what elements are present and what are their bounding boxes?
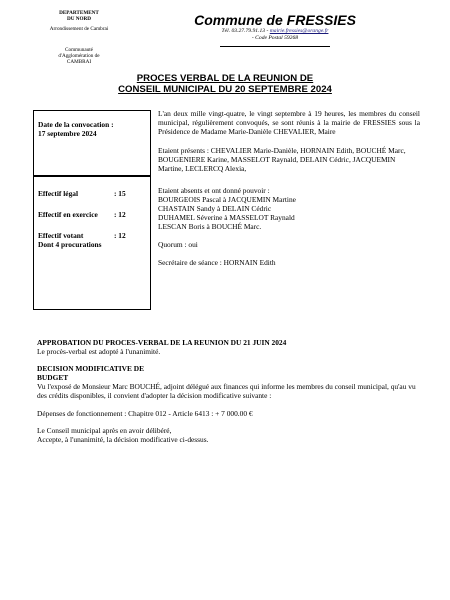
effectif-exercice-row: [38, 210, 146, 219]
intro-paragraph: L'an deux mille vingt-quatre, le vingt septembre à 19 heures, les membres du conseil municipal, régulièrement convoqués, se sont réunis à la mairie de FRESSIES sous la Présidence de Madame Marie-Danièle CHEVALIER, Maire: [158, 109, 420, 136]
effectif-votant-label: Effectif votant: [38, 231, 84, 240]
postal-code: - Code Postal 59268: [251, 35, 299, 41]
communaute-line-3: CAMBRAI: [66, 59, 92, 65]
decision-heading-line-2: BUDGET: [37, 373, 69, 382]
absent-item: BOURGEOIS Pascal à JACQUEMIN Martine: [158, 195, 296, 204]
department-line-1: DEPARTEMENT: [59, 10, 99, 16]
title-line-1: PROCES VERBAL DE LA REUNION DE: [136, 73, 314, 84]
approbation-heading: APPROBATION DU PROCES-VERBAL DE LA REUNION DU 21 JUIN 2024: [37, 338, 287, 347]
conclusion-line-2: Accepte, à l'unanimité, la décision modificative ci-dessus.: [37, 435, 209, 444]
approbation-text: Le procès-verbal est adopté à l'unanimité.: [37, 347, 161, 356]
secretaire-text: Secrétaire de séance : HORNAIN Edith: [158, 258, 276, 267]
effectif-exercice-value: : 12: [114, 210, 126, 219]
contact-line: [190, 28, 360, 35]
communaute-label: [24, 47, 134, 65]
effectif-legal-row: [38, 189, 146, 198]
absent-item: DUHAMEL Séverine à MASSELOT Raynald: [158, 213, 295, 222]
presents-paragraph: Etaient présents : CHEVALIER Marie-Danièle, HORNAIN Edith, BOUCHÉ Marc, BOUGENIERE Karine, MASSELOT Raynald, DELAIN Cédric, JACQUEMIN Martine, LECLERCQ Alexia,: [158, 146, 406, 173]
right-header: [190, 12, 360, 47]
quorum-text: Quorum : oui: [158, 240, 198, 249]
convocation-date: 17 septembre 2024: [38, 129, 97, 138]
effectif-votant-value: : 12: [114, 231, 126, 240]
absents-block: [158, 186, 420, 231]
left-header: [24, 10, 134, 65]
effectifs-box: [33, 176, 151, 310]
deliberations: [37, 338, 417, 444]
absent-item: CHASTAIN Sandy à DELAIN Cédric: [158, 204, 272, 213]
absent-item: LESCAN Boris à BOUCHÉ Marc.: [158, 222, 262, 231]
arrondissement-label: Arrondissement de Cambrai: [49, 26, 109, 32]
convocation-label: Date de la convocation :: [38, 120, 114, 129]
decision-text: Vu l'exposé de Monsieur Marc BOUCHÉ, adjoint délégué aux finances qui informe les membres du conseil municipal, qu'au vu des crédits disponibles, il convient d'adopter la décision modificative suivante :: [37, 382, 416, 400]
commune-title: Commune de FRESSIES: [194, 12, 356, 28]
communaute-line-1: Communauté: [65, 47, 93, 53]
session-details: [158, 109, 420, 267]
conclusion-line-1: Le Conseil municipal après en avoir délibéré,: [37, 426, 172, 435]
email-link[interactable]: mairie.fressies@orange.fr: [269, 28, 329, 34]
convocation-box: [33, 110, 151, 176]
title-line-2: CONSEIL MUNICIPAL DU 20 SEPTEMBRE 2024: [118, 84, 332, 95]
procurations-label: Dont 4 procurations: [38, 240, 102, 249]
depenses-line: Dépenses de fonctionnement : Chapitre 012 - Article 6413 : + 7 000.00 €: [37, 409, 253, 418]
header-divider: [220, 46, 330, 47]
effectif-legal-label: Effectif légal: [38, 189, 79, 198]
decision-heading-line-1: DECISION MODIFICATIVE DE: [37, 364, 145, 373]
effectif-legal-value: : 15: [114, 189, 126, 198]
document-title: [40, 73, 410, 95]
department-line-2: DU NORD: [66, 16, 92, 22]
effectif-votant-row: [38, 231, 146, 240]
absents-title: Etaient absents et ont donné pouvoir :: [158, 186, 270, 195]
phone-text: Tél. 03.27.79.91.13 -: [221, 28, 269, 34]
effectif-exercice-label: Effectif en exercice: [38, 210, 98, 219]
department-label: [24, 10, 134, 22]
communaute-line-2: d'Agglomération de: [58, 53, 100, 59]
